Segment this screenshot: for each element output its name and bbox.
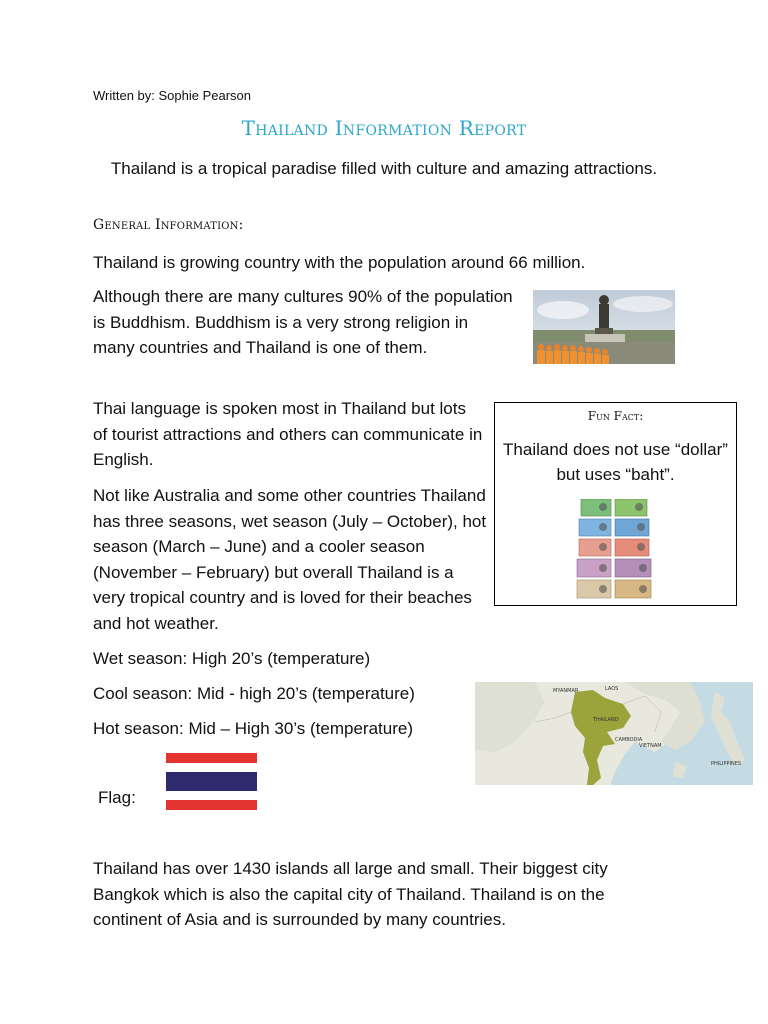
section-heading-general: General Information: (93, 217, 244, 233)
fun-fact-box (494, 402, 737, 606)
map-label-laos: LAOS (605, 686, 619, 692)
religion-paragraph: Although there are many cultures 90% of the population is Buddhism. Buddhism is a very strong religion in many countries and Thailand is one of them. (93, 287, 513, 357)
population-paragraph: Thailand is growing country with the population around 66 million. (93, 253, 586, 272)
southeast-asia-map (475, 682, 753, 785)
wet-season-line: Wet season: High 20’s (temperature) (93, 649, 371, 668)
flag-stripe-red-top (166, 753, 257, 763)
hot-season-line: Hot season: Mid – High 30’s (temperature) (93, 719, 414, 738)
seasons-paragraph: Not like Australia and some other countries Thailand has three seasons, wet season (July – October), hot season (March – June) and a cooler season (November – February) but overall Thailand is a very tropical country and is loved for their beaches and hot weather. (93, 486, 487, 633)
fun-fact-title: Fun Fact: (587, 409, 644, 423)
cool-season-line: Cool season: Mid - high 20’s (temperature) (93, 684, 415, 703)
map-label-thailand: THAILAND (593, 717, 619, 723)
flag-stripe-white-top (166, 763, 257, 772)
author-line: Written by: Sophie Pearson (93, 88, 252, 103)
language-paragraph: Thai language is spoken most in Thailand but lots of tourist attractions and others can communicate in English. (93, 399, 483, 469)
map-label-cambodia: CAMBODIA (615, 737, 643, 743)
baht-banknotes-image (569, 499, 659, 601)
map-label-myanmar: MYANMAR (553, 688, 579, 694)
closing-paragraph: Thailand has over 1430 islands all large and small. Their biggest city Bangkok which is also the capital city of Thailand. Thailand is on the continent of Asia and is surrounded by many countries. (93, 859, 608, 929)
map-label-philippines: PHILIPPINES (711, 761, 742, 767)
flag-stripe-blue (166, 772, 257, 791)
map-label-vietnam: VIETNAM (639, 743, 662, 749)
intro-text: Thailand is a tropical paradise filled with culture and amazing attractions. (110, 159, 658, 178)
flag-stripe-red-bottom (166, 800, 257, 810)
fun-fact-text: Thailand does not use “dollar” but uses “baht”. (503, 440, 728, 484)
flag-stripe-white-bottom (166, 791, 257, 800)
thai-flag (166, 753, 257, 810)
flag-label: Flag: (98, 788, 136, 807)
report-title: Thailand Information Report (241, 116, 527, 140)
buddha-statue-photo (533, 290, 675, 364)
